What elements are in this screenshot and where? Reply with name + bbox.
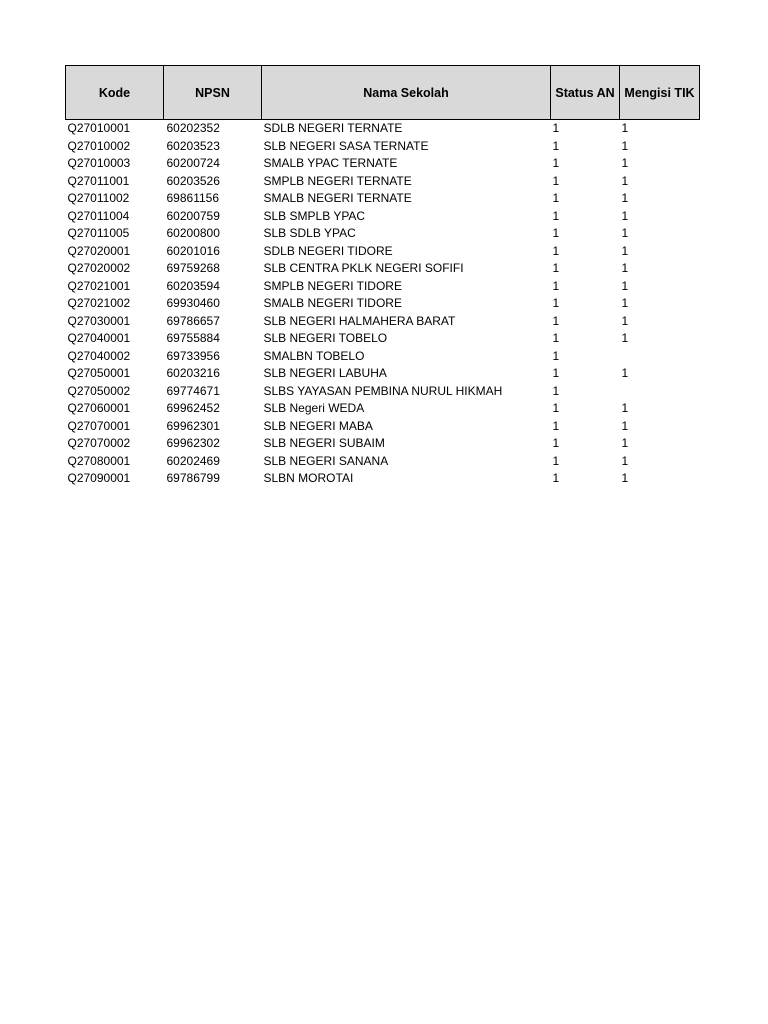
column-header-status-an: Status AN [551,66,620,120]
status-an-cell: 1 [552,366,560,380]
nama-sekolah-cell: SDLB NEGERI TIDORE [263,243,393,258]
nama-sekolah-cell: SMALB NEGERI TERNATE [263,191,412,205]
nama-sekolah-cell: SLB CENTRA PKLK NEGERI SOFIFI [263,261,464,275]
table-row [66,400,700,418]
npsn-cell: 60202352 [166,121,220,135]
kode-cell: Q27090001 [67,471,131,485]
table-row [66,348,700,366]
npsn-cell: 60203594 [166,278,220,293]
nama-sekolah-cell: SMALB YPAC TERNATE [263,156,398,170]
kode-cell: Q27010001 [67,121,131,135]
npsn-cell: 69755884 [166,331,220,345]
mengisi-tik-cell: 1 [621,296,629,310]
table-row [66,208,700,226]
table-body [66,120,700,488]
kode-cell: Q27011002 [67,191,130,205]
status-an-cell: 1 [552,401,560,415]
table-row [66,365,700,383]
npsn-cell: 69786799 [166,471,220,485]
kode-cell: Q27030001 [67,313,131,328]
mengisi-tik-cell: 1 [621,436,629,450]
nama-sekolah-cell: SLB NEGERI SASA TERNATE [263,138,429,153]
table-row [66,330,700,348]
table-row [66,225,700,243]
kode-cell: Q27011004 [67,208,130,223]
mengisi-tik-cell: 1 [621,173,629,188]
status-an-cell: 1 [552,208,560,223]
status-an-cell: 1 [552,121,560,135]
table-row [66,243,700,261]
npsn-cell: 60201016 [166,243,220,258]
nama-sekolah-cell: SMPLB NEGERI TERNATE [263,173,412,188]
column-header-nama-sekolah: Nama Sekolah [262,66,551,120]
mengisi-tik-cell: 1 [621,191,629,205]
mengisi-tik-cell [620,383,700,401]
mengisi-tik-cell: 1 [621,261,629,275]
npsn-cell: 69930460 [166,296,220,310]
npsn-cell: 60203216 [166,366,220,380]
status-an-cell: 1 [552,173,560,188]
status-an-cell: 1 [552,383,560,398]
table-row [66,138,700,156]
mengisi-tik-cell: 1 [621,366,629,380]
table-row [66,120,700,138]
nama-sekolah-cell: SLB NEGERI MABA [263,418,373,433]
table-row [66,260,700,278]
kode-cell: Q27011001 [67,173,130,188]
status-an-cell: 1 [552,436,560,450]
nama-sekolah-cell: SLB SMPLB YPAC [263,208,366,223]
kode-cell: Q27021001 [67,278,131,293]
kode-cell: Q27010003 [67,156,131,170]
nama-sekolah-cell: SLB NEGERI SUBAIM [263,436,385,450]
nama-sekolah-cell: SLB NEGERI HALMAHERA BARAT [263,313,456,328]
status-an-cell: 1 [552,261,560,275]
table-row [66,173,700,191]
npsn-cell: 60200759 [166,208,220,223]
header-row [66,66,700,120]
kode-cell: Q27040002 [67,348,131,363]
mengisi-tik-cell: 1 [621,208,629,223]
mengisi-tik-cell: 1 [621,226,629,240]
nama-sekolah-cell: SLBS YAYASAN PEMBINA NURUL HIKMAH [263,383,503,398]
status-an-cell: 1 [552,138,560,153]
status-an-cell: 1 [552,296,560,310]
kode-cell: Q27040001 [67,331,131,345]
npsn-cell: 60202469 [166,453,220,468]
table-row [66,470,700,488]
npsn-cell: 60203523 [166,138,220,153]
kode-cell: Q27020002 [67,261,131,275]
npsn-cell: 69962302 [166,436,220,450]
column-header-kode: Kode [66,66,164,120]
mengisi-tik-cell: 1 [621,121,629,135]
status-an-cell: 1 [552,418,560,433]
kode-cell: Q27021002 [67,296,131,310]
nama-sekolah-cell: SLB Negeri WEDA [263,401,365,415]
table-row [66,418,700,436]
nama-sekolah-cell: SLB NEGERI SANANA [263,453,389,468]
nama-sekolah-cell: SLB SDLB YPAC [263,226,356,240]
npsn-cell: 69962301 [166,418,220,433]
npsn-cell: 69962452 [166,401,220,415]
npsn-cell: 69861156 [166,191,219,205]
status-an-cell: 1 [552,348,560,363]
status-an-cell: 1 [552,243,560,258]
mengisi-tik-cell: 1 [621,418,629,433]
mengisi-tik-cell: 1 [621,278,629,293]
column-header-npsn: NPSN [164,66,262,120]
nama-sekolah-cell: SLB NEGERI LABUHA [263,366,387,380]
mengisi-tik-cell [620,348,700,366]
nama-sekolah-cell: SMPLB NEGERI TIDORE [263,278,402,293]
npsn-cell: 69733956 [166,348,220,363]
kode-cell: Q27070001 [67,418,131,433]
school-table [65,65,700,488]
mengisi-tik-cell: 1 [621,471,629,485]
kode-cell: Q27050001 [67,366,131,380]
nama-sekolah-cell: SLB NEGERI TOBELO [263,331,388,345]
mengisi-tik-cell: 1 [621,401,629,415]
nama-sekolah-cell: SMALBN TOBELO [263,348,365,363]
mengisi-tik-cell: 1 [621,331,629,345]
table-row [66,295,700,313]
npsn-cell: 60203526 [166,173,220,188]
npsn-cell: 60200724 [166,156,220,170]
table-header [66,66,700,120]
mengisi-tik-cell: 1 [621,138,629,153]
status-an-cell: 1 [552,226,560,240]
table-row [66,383,700,401]
npsn-cell: 69759268 [166,261,220,275]
mengisi-tik-cell: 1 [621,453,629,468]
column-header-mengisi-tik: Mengisi TIK [620,66,700,120]
status-an-cell: 1 [552,313,560,328]
nama-sekolah-cell: SDLB NEGERI TERNATE [263,121,403,135]
kode-cell: Q27010002 [67,138,131,153]
status-an-cell: 1 [552,453,560,468]
mengisi-tik-cell: 1 [621,156,629,170]
table-row [66,278,700,296]
status-an-cell: 1 [552,331,560,345]
table-row [66,155,700,173]
kode-cell: Q27050002 [67,383,131,398]
status-an-cell: 1 [552,156,560,170]
status-an-cell: 1 [552,278,560,293]
nama-sekolah-cell: SMALB NEGERI TIDORE [263,296,402,310]
kode-cell: Q27070002 [67,436,131,450]
npsn-cell: 69786657 [166,313,220,328]
kode-cell: Q27020001 [67,243,131,258]
school-table-sheet [65,65,699,488]
mengisi-tik-cell: 1 [621,313,629,328]
status-an-cell: 1 [552,471,560,485]
npsn-cell: 60200800 [166,226,220,240]
table-row [66,435,700,453]
table-row [66,313,700,331]
nama-sekolah-cell: SLBN MOROTAI [263,471,354,485]
kode-cell: Q27080001 [67,453,131,468]
status-an-cell: 1 [552,191,560,205]
mengisi-tik-cell: 1 [621,243,629,258]
table-row [66,190,700,208]
npsn-cell: 69774671 [166,383,220,398]
kode-cell: Q27060001 [67,401,131,415]
kode-cell: Q27011005 [67,226,130,240]
table-row [66,453,700,471]
